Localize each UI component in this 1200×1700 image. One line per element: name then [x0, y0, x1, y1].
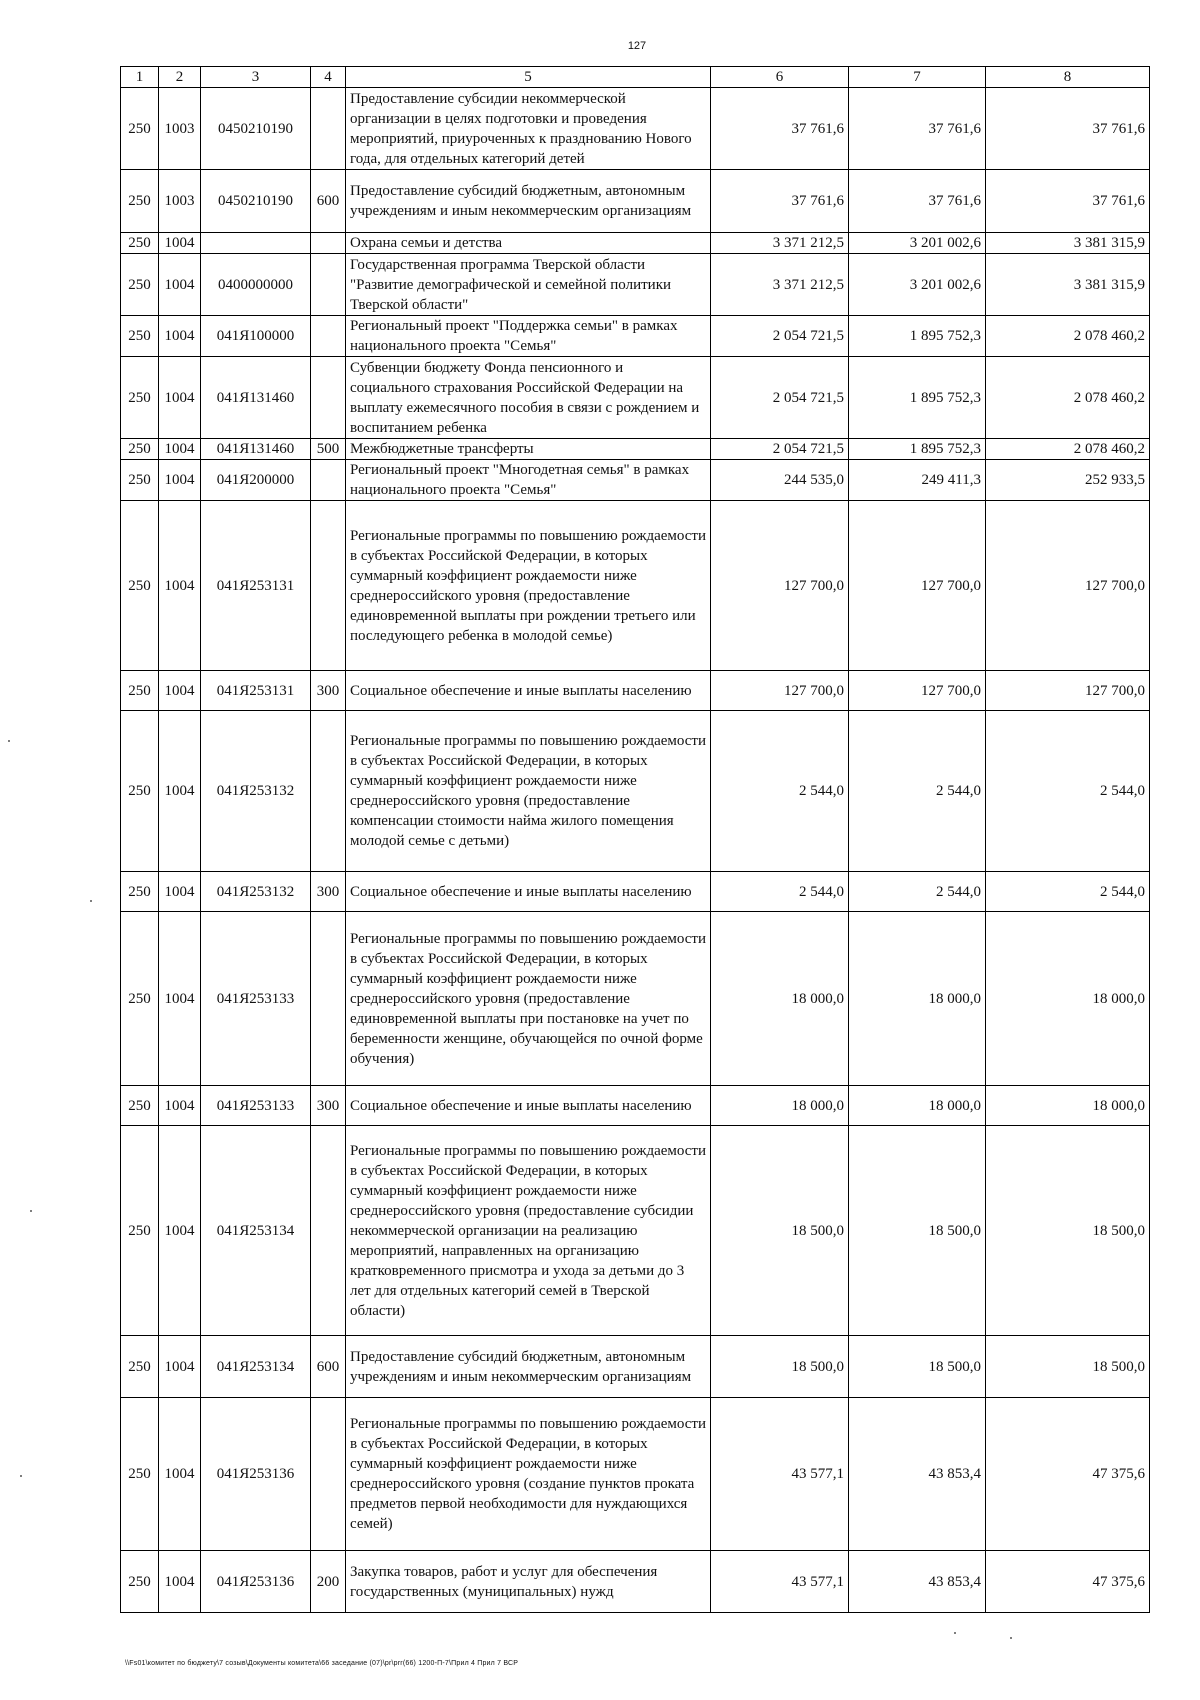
header-col-1: 1	[121, 67, 159, 88]
cell-amount-year-3: 127 700,0	[986, 501, 1150, 671]
cell-expense-type	[311, 912, 346, 1086]
cell-target-article: 0450210190	[201, 170, 311, 233]
cell-amount-year-2: 18 500,0	[849, 1126, 986, 1336]
table-row	[121, 439, 1150, 460]
cell-expense-type	[311, 233, 346, 254]
cell-amount-year-1: 43 577,1	[711, 1551, 849, 1613]
cell-admin-code: 250	[121, 233, 159, 254]
cell-amount-year-1: 18 000,0	[711, 1086, 849, 1126]
cell-amount-year-2: 127 700,0	[849, 671, 986, 711]
table-row	[121, 316, 1150, 357]
cell-admin-code: 250	[121, 357, 159, 439]
cell-description: Государственная программа Тверской области "Развитие демографической и семейной политики Тверской области"	[346, 254, 711, 316]
cell-amount-year-1: 2 054 721,5	[711, 316, 849, 357]
header-col-3: 3	[201, 67, 311, 88]
cell-amount-year-2: 37 761,6	[849, 170, 986, 233]
cell-amount-year-3: 18 500,0	[986, 1336, 1150, 1398]
cell-section-code: 1004	[159, 357, 201, 439]
table-row	[121, 460, 1150, 501]
cell-amount-year-2: 1 895 752,3	[849, 439, 986, 460]
cell-amount-year-1: 3 371 212,5	[711, 233, 849, 254]
cell-description: Региональный проект "Многодетная семья" в рамках национального проекта "Семья"	[346, 460, 711, 501]
cell-target-article	[201, 233, 311, 254]
cell-admin-code: 250	[121, 912, 159, 1086]
cell-admin-code: 250	[121, 88, 159, 170]
scan-speck	[30, 1210, 32, 1212]
table-row	[121, 872, 1150, 912]
cell-description: Социальное обеспечение и иные выплаты населению	[346, 671, 711, 711]
scan-speck	[954, 1632, 956, 1634]
cell-amount-year-3: 47 375,6	[986, 1551, 1150, 1613]
cell-amount-year-3: 37 761,6	[986, 170, 1150, 233]
cell-amount-year-1: 18 500,0	[711, 1126, 849, 1336]
cell-expense-type	[311, 501, 346, 671]
cell-admin-code: 250	[121, 170, 159, 233]
cell-admin-code: 250	[121, 711, 159, 872]
header-col-6: 6	[711, 67, 849, 88]
cell-description: Предоставление субсидии некоммерческой организации в целях подготовки и проведения мероприятий, приуроченных к празднованию Нового года, для отдельных категорий детей	[346, 88, 711, 170]
cell-amount-year-3: 2 544,0	[986, 872, 1150, 912]
cell-description: Региональные программы по повышению рождаемости в субъектах Российской Федерации, в которых суммарный коэффициент рождаемости ниже среднероссийского уровня (предоставление единовременной выплаты при постановке на учет по беременности женщине, обучающейся по очной форме обучения)	[346, 912, 711, 1086]
cell-amount-year-2: 3 201 002,6	[849, 233, 986, 254]
cell-admin-code: 250	[121, 671, 159, 711]
cell-amount-year-2: 43 853,4	[849, 1551, 986, 1613]
cell-target-article: 0450210190	[201, 88, 311, 170]
cell-amount-year-3: 127 700,0	[986, 671, 1150, 711]
cell-amount-year-3: 18 000,0	[986, 912, 1150, 1086]
cell-section-code: 1003	[159, 170, 201, 233]
cell-target-article: 041Я253136	[201, 1398, 311, 1551]
cell-amount-year-3: 2 078 460,2	[986, 357, 1150, 439]
cell-expense-type	[311, 316, 346, 357]
cell-section-code: 1004	[159, 501, 201, 671]
cell-admin-code: 250	[121, 1336, 159, 1398]
cell-target-article: 041Я253132	[201, 711, 311, 872]
cell-description: Межбюджетные трансферты	[346, 439, 711, 460]
cell-amount-year-2: 1 895 752,3	[849, 316, 986, 357]
cell-amount-year-2: 18 500,0	[849, 1336, 986, 1398]
cell-amount-year-2: 2 544,0	[849, 872, 986, 912]
cell-amount-year-2: 43 853,4	[849, 1398, 986, 1551]
cell-target-article: 041Я253131	[201, 501, 311, 671]
cell-target-article: 041Я253134	[201, 1336, 311, 1398]
header-col-4: 4	[311, 67, 346, 88]
cell-amount-year-1: 37 761,6	[711, 170, 849, 233]
table-row	[121, 254, 1150, 316]
cell-expense-type: 300	[311, 872, 346, 912]
cell-amount-year-1: 18 000,0	[711, 912, 849, 1086]
table-header	[121, 67, 1150, 88]
table-row	[121, 1551, 1150, 1613]
cell-target-article: 041Я253136	[201, 1551, 311, 1613]
cell-expense-type	[311, 357, 346, 439]
table-body	[121, 88, 1150, 1613]
cell-section-code: 1004	[159, 1126, 201, 1336]
cell-admin-code: 250	[121, 316, 159, 357]
cell-expense-type: 500	[311, 439, 346, 460]
cell-admin-code: 250	[121, 460, 159, 501]
cell-amount-year-3: 47 375,6	[986, 1398, 1150, 1551]
table-row	[121, 357, 1150, 439]
cell-section-code: 1004	[159, 1086, 201, 1126]
page-number: 127	[627, 40, 647, 52]
table-row	[121, 912, 1150, 1086]
cell-amount-year-3: 18 000,0	[986, 1086, 1150, 1126]
cell-description: Предоставление субсидий бюджетным, автономным учреждениям и иным некоммерческим организациям	[346, 1336, 711, 1398]
cell-expense-type	[311, 1398, 346, 1551]
cell-amount-year-1: 2 544,0	[711, 711, 849, 872]
cell-expense-type	[311, 460, 346, 501]
header-col-2: 2	[159, 67, 201, 88]
cell-description: Региональные программы по повышению рождаемости в субъектах Российской Федерации, в которых суммарный коэффициент рождаемости ниже среднероссийского уровня (предоставление субсидии некоммерческой организации на реализацию мероприятий, направленных на организацию кратковременного присмотра и ухода за детьми до 3 лет для отдельных категорий семей в Тверской области)	[346, 1126, 711, 1336]
cell-description: Закупка товаров, работ и услуг для обеспечения государственных (муниципальных) нужд	[346, 1551, 711, 1613]
cell-amount-year-1: 244 535,0	[711, 460, 849, 501]
cell-description: Региональный проект "Поддержка семьи" в рамках национального проекта "Семья"	[346, 316, 711, 357]
cell-amount-year-2: 2 544,0	[849, 711, 986, 872]
cell-description: Региональные программы по повышению рождаемости в субъектах Российской Федерации, в которых суммарный коэффициент рождаемости ниже среднероссийского уровня (предоставление компенсации стоимости найма жилого помещения молодой семье с детьми)	[346, 711, 711, 872]
cell-amount-year-1: 2 544,0	[711, 872, 849, 912]
header-col-7: 7	[849, 67, 986, 88]
table-row	[121, 170, 1150, 233]
cell-amount-year-2: 1 895 752,3	[849, 357, 986, 439]
cell-target-article: 041Я100000	[201, 316, 311, 357]
cell-section-code: 1004	[159, 1336, 201, 1398]
cell-target-article: 041Я200000	[201, 460, 311, 501]
cell-amount-year-1: 127 700,0	[711, 671, 849, 711]
cell-description: Субвенции бюджету Фонда пенсионного и социального страхования Российской Федерации на выплату ежемесячного пособия в связи с рождением и воспитанием ребенка	[346, 357, 711, 439]
cell-amount-year-2: 3 201 002,6	[849, 254, 986, 316]
cell-target-article: 041Я253131	[201, 671, 311, 711]
table-row	[121, 501, 1150, 671]
scan-speck	[20, 1475, 22, 1477]
cell-admin-code: 250	[121, 501, 159, 671]
cell-target-article: 041Я253133	[201, 1086, 311, 1126]
cell-expense-type: 200	[311, 1551, 346, 1613]
cell-description: Региональные программы по повышению рождаемости в субъектах Российской Федерации, в которых суммарный коэффициент рождаемости ниже среднероссийского уровня (создание пунктов проката предметов первой необходимости для нуждающихся семей)	[346, 1398, 711, 1551]
cell-amount-year-3: 18 500,0	[986, 1126, 1150, 1336]
cell-description: Социальное обеспечение и иные выплаты населению	[346, 872, 711, 912]
cell-admin-code: 250	[121, 439, 159, 460]
cell-admin-code: 250	[121, 872, 159, 912]
cell-amount-year-1: 127 700,0	[711, 501, 849, 671]
cell-admin-code: 250	[121, 1126, 159, 1336]
scan-speck	[90, 900, 92, 902]
budget-table	[120, 66, 1150, 1613]
cell-expense-type	[311, 1126, 346, 1336]
cell-amount-year-1: 2 054 721,5	[711, 439, 849, 460]
cell-target-article: 041Я253133	[201, 912, 311, 1086]
cell-amount-year-1: 18 500,0	[711, 1336, 849, 1398]
cell-amount-year-3: 37 761,6	[986, 88, 1150, 170]
cell-amount-year-3: 3 381 315,9	[986, 233, 1150, 254]
cell-amount-year-1: 43 577,1	[711, 1398, 849, 1551]
footer-file-path: \\Fs01\комитет по бюджету\7 созыв\Документы комитета\66 заседание (07)\pr\prr(66) 1200-П-7\Прил 4 Прил 7 ВСР	[125, 1660, 519, 1667]
cell-amount-year-2: 18 000,0	[849, 912, 986, 1086]
table-row	[121, 711, 1150, 872]
cell-description: Региональные программы по повышению рождаемости в субъектах Российской Федерации, в которых суммарный коэффициент рождаемости ниже среднероссийского уровня (предоставление единовременной выплаты при рождении третьего или последующего ребенка в молодой семье)	[346, 501, 711, 671]
cell-section-code: 1004	[159, 460, 201, 501]
cell-section-code: 1004	[159, 912, 201, 1086]
cell-admin-code: 250	[121, 1551, 159, 1613]
cell-target-article: 041Я253132	[201, 872, 311, 912]
cell-expense-type: 600	[311, 1336, 346, 1398]
cell-amount-year-2: 18 000,0	[849, 1086, 986, 1126]
cell-target-article: 041Я131460	[201, 439, 311, 460]
cell-amount-year-3: 2 544,0	[986, 711, 1150, 872]
cell-section-code: 1004	[159, 316, 201, 357]
cell-admin-code: 250	[121, 1398, 159, 1551]
cell-target-article: 0400000000	[201, 254, 311, 316]
cell-target-article: 041Я131460	[201, 357, 311, 439]
cell-section-code: 1004	[159, 671, 201, 711]
cell-amount-year-2: 127 700,0	[849, 501, 986, 671]
cell-section-code: 1003	[159, 88, 201, 170]
cell-amount-year-1: 37 761,6	[711, 88, 849, 170]
table-row	[121, 233, 1150, 254]
cell-admin-code: 250	[121, 254, 159, 316]
cell-amount-year-3: 3 381 315,9	[986, 254, 1150, 316]
cell-section-code: 1004	[159, 711, 201, 872]
header-col-5: 5	[346, 67, 711, 88]
scan-speck	[8, 740, 10, 742]
scan-speck	[1010, 1637, 1012, 1639]
table-row	[121, 1126, 1150, 1336]
cell-section-code: 1004	[159, 1398, 201, 1551]
cell-amount-year-3: 2 078 460,2	[986, 439, 1150, 460]
cell-section-code: 1004	[159, 439, 201, 460]
cell-amount-year-3: 252 933,5	[986, 460, 1150, 501]
header-col-8: 8	[986, 67, 1150, 88]
table-row	[121, 671, 1150, 711]
table-row	[121, 1398, 1150, 1551]
cell-expense-type	[311, 711, 346, 872]
cell-admin-code: 250	[121, 1086, 159, 1126]
cell-amount-year-2: 37 761,6	[849, 88, 986, 170]
cell-expense-type: 600	[311, 170, 346, 233]
cell-expense-type: 300	[311, 1086, 346, 1126]
cell-expense-type	[311, 88, 346, 170]
table-row	[121, 1336, 1150, 1398]
cell-expense-type	[311, 254, 346, 316]
cell-target-article: 041Я253134	[201, 1126, 311, 1336]
cell-description: Охрана семьи и детства	[346, 233, 711, 254]
cell-amount-year-2: 249 411,3	[849, 460, 986, 501]
cell-expense-type: 300	[311, 671, 346, 711]
cell-description: Предоставление субсидий бюджетным, автономным учреждениям и иным некоммерческим организациям	[346, 170, 711, 233]
cell-section-code: 1004	[159, 254, 201, 316]
table-row	[121, 88, 1150, 170]
table-row	[121, 1086, 1150, 1126]
header-row	[121, 67, 1150, 88]
cell-section-code: 1004	[159, 233, 201, 254]
cell-amount-year-1: 2 054 721,5	[711, 357, 849, 439]
cell-amount-year-1: 3 371 212,5	[711, 254, 849, 316]
cell-section-code: 1004	[159, 872, 201, 912]
cell-description: Социальное обеспечение и иные выплаты населению	[346, 1086, 711, 1126]
cell-amount-year-3: 2 078 460,2	[986, 316, 1150, 357]
cell-section-code: 1004	[159, 1551, 201, 1613]
